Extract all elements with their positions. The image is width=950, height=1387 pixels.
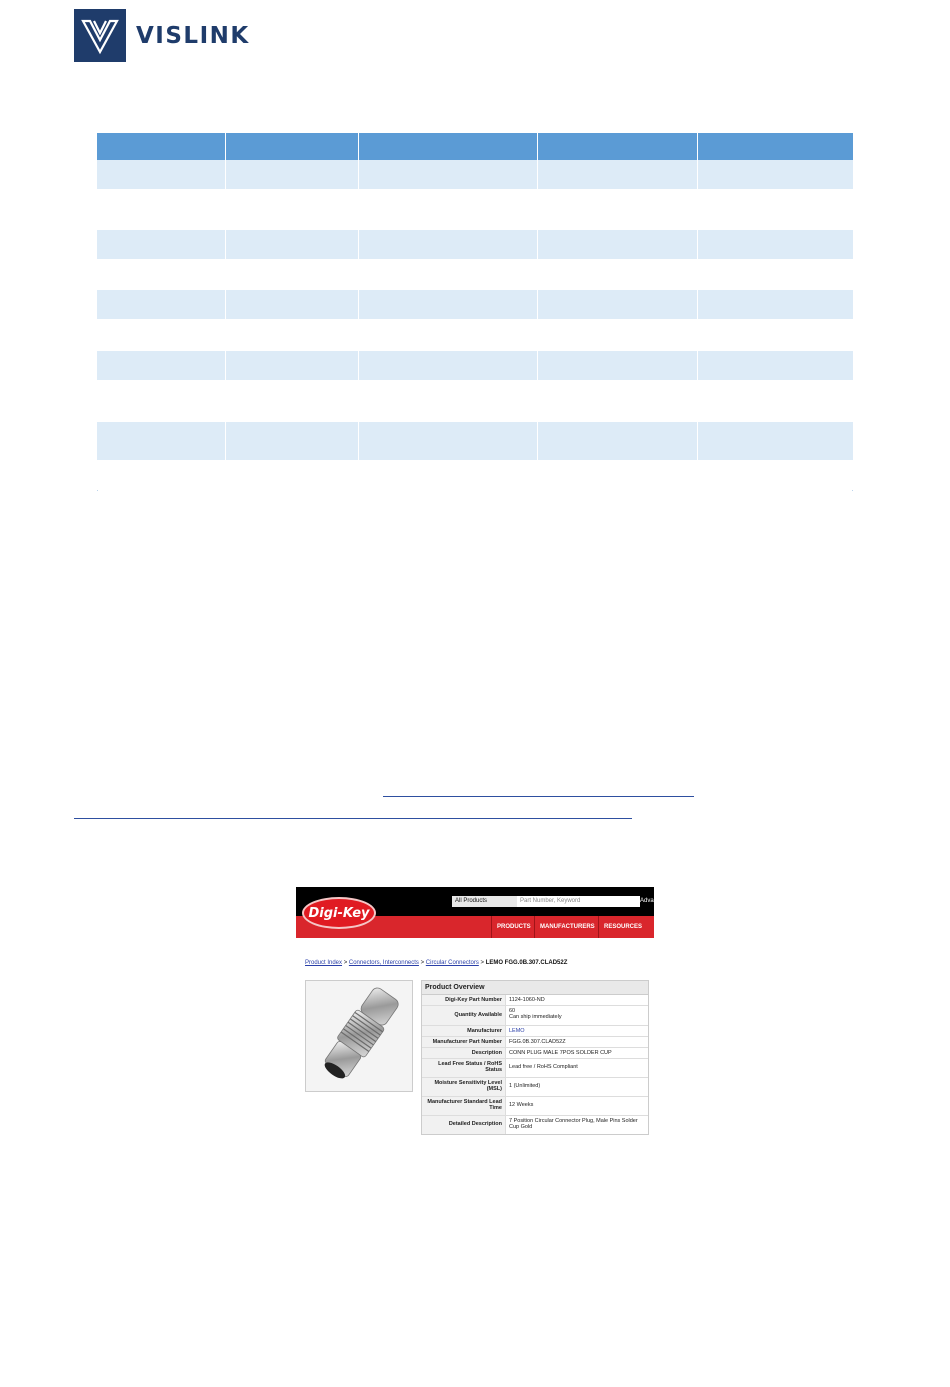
table-row — [97, 422, 853, 460]
table-row — [97, 460, 853, 490]
vislink-logo-mark — [74, 9, 126, 62]
overview-key: Moisture Sensitivity Level (MSL) — [422, 1078, 506, 1096]
overview-key: Description — [422, 1048, 506, 1058]
overview-value: 12 Weeks — [509, 1102, 534, 1108]
overview-row — [422, 1006, 648, 1026]
overview-key: Manufacturer Part Number — [422, 1037, 506, 1047]
vislink-logo — [74, 9, 250, 62]
vislink-logo-text: VISLINK — [136, 22, 250, 49]
overview-row — [422, 995, 648, 1006]
category-select[interactable]: All Products — [452, 896, 517, 907]
table-row — [97, 230, 853, 259]
table-row — [97, 189, 853, 230]
overview-key: Quantity Available — [422, 1006, 506, 1025]
hyperlink-underline[interactable] — [383, 796, 694, 797]
overview-value: CONN PLUG MALE 7POS SOLDER CUP — [509, 1050, 612, 1056]
breadcrumb-connectors[interactable]: Connectors, Interconnects — [348, 960, 419, 966]
breadcrumb-separator: > — [420, 960, 425, 966]
table-row — [97, 380, 853, 422]
search-input[interactable]: Part Number, Keyword — [517, 896, 640, 907]
overview-key: Manufacturer Standard Lead Time — [422, 1097, 506, 1115]
caret-down-icon: ▼ — [604, 946, 610, 952]
overview-value: 1124-1060-ND — [509, 997, 545, 1003]
nav-resources[interactable] — [598, 916, 654, 952]
breadcrumb-separator: > — [480, 960, 485, 966]
manufacturer-link[interactable]: LEMO — [509, 1028, 525, 1034]
digikey-screenshot — [296, 887, 654, 1137]
overview-row — [422, 1059, 648, 1078]
overview-row — [422, 1097, 648, 1116]
spec-table — [97, 133, 854, 490]
overview-key: Detailed Description — [422, 1116, 506, 1134]
table-row — [97, 259, 853, 290]
product-overview-table — [421, 980, 649, 1135]
table-header-cell — [358, 133, 537, 160]
hyperlink-underline[interactable] — [74, 818, 632, 819]
nav-products[interactable]: PRODUCTS — [491, 916, 536, 938]
overview-row — [422, 1078, 648, 1097]
table-row — [97, 290, 853, 319]
table-header-cell — [97, 133, 225, 160]
overview-key: Manufacturer — [422, 1026, 506, 1036]
overview-value: 1 (Unlimited) — [509, 1083, 541, 1089]
breadcrumb-current: LEMO FGG.0B.307.CLAD52Z — [485, 960, 568, 966]
breadcrumb — [305, 960, 567, 966]
overview-value: Lead free / RoHS Compliant — [509, 1064, 578, 1070]
overview-row — [422, 1037, 648, 1048]
breadcrumb-product-index[interactable]: Product Index — [305, 960, 343, 966]
overview-value: 60 Can ship immediately — [509, 1008, 562, 1020]
overview-key: Digi-Key Part Number — [422, 995, 506, 1005]
overview-row — [422, 1026, 648, 1037]
overview-value: FGG.0B.307.CLAD52Z — [509, 1039, 566, 1045]
table-row — [97, 319, 853, 351]
product-image[interactable] — [305, 980, 413, 1092]
nav-manufacturers[interactable]: MANUFACTURERS — [534, 916, 600, 938]
table-header-cell — [537, 133, 697, 160]
overview-row — [422, 1116, 648, 1134]
table-header-cell — [697, 133, 853, 160]
overview-row — [422, 1048, 648, 1059]
breadcrumb-circular[interactable]: Circular Connectors — [425, 960, 479, 966]
breadcrumb-separator: > — [343, 960, 348, 966]
table-row — [97, 351, 853, 380]
table-header-row — [97, 133, 853, 160]
product-overview-title: Product Overview — [422, 981, 648, 995]
overview-key: Lead Free Status / RoHS Status — [422, 1059, 506, 1077]
table-header-cell — [225, 133, 358, 160]
nav-resources-label: RESOURCES — [604, 924, 643, 930]
advanced-search-link[interactable]: Adva — [640, 898, 654, 904]
table-row — [97, 160, 853, 189]
digikey-logo[interactable]: Digi-Key — [302, 897, 376, 929]
overview-value: 7 Position Circular Connector Plug, Male Pins Solder Cup Gold — [509, 1118, 638, 1130]
